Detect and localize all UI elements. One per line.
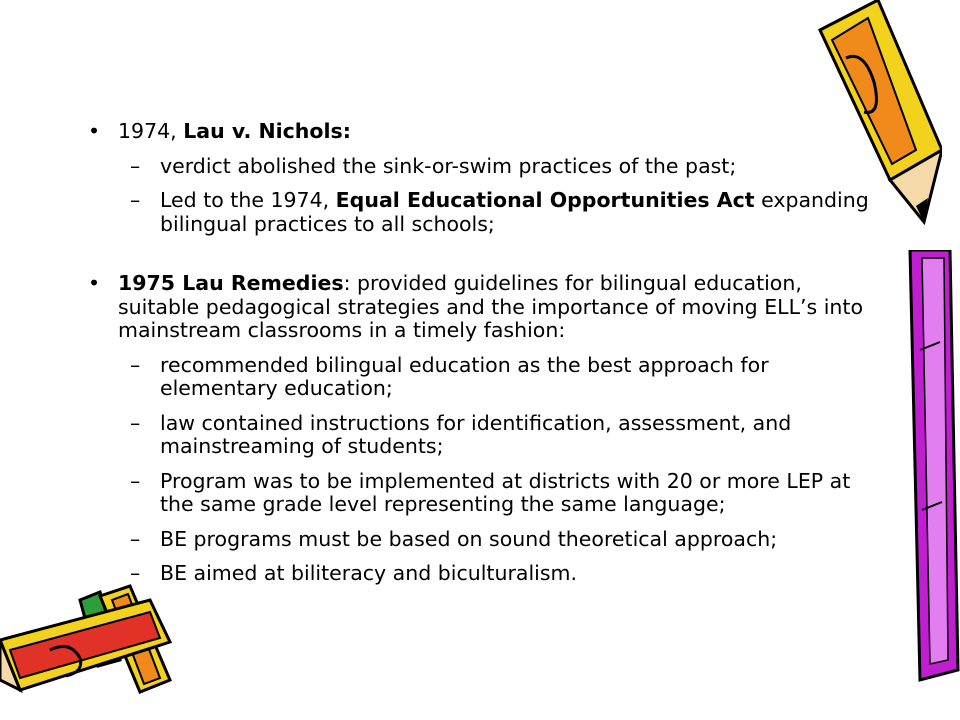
sub-bullet-text: recommended bilingual education as the best approach for elementary education; <box>160 352 769 400</box>
purple-pencil-icon <box>900 250 960 690</box>
sub-bullet <box>84 155 884 179</box>
sub-bullet-dash: – <box>130 153 141 178</box>
sub-bullet-text: Program was to be implemented at districts with 20 or more LEP at the same grade level representing the same language; <box>160 468 851 516</box>
sub-bullet-dash: – <box>130 352 141 377</box>
sub-bullet-dash: – <box>130 526 141 551</box>
sub-bullet-text: law contained instructions for identification, assessment, and mainstreaming of students; <box>160 410 792 458</box>
bullet-text: : provided guidelines for bilingual education, suitable pedagogical strategies and the importance of moving ELL’s into mainstream classrooms in a timely fashion: <box>118 271 863 342</box>
sub-bullet-text: expanding bilingual practices to all schools; <box>160 188 869 236</box>
bullet-title: 1975 Lau Remedies <box>118 271 344 295</box>
sub-bullet-text: verdict abolished the sink-or-swim practices of the past; <box>160 153 737 178</box>
act-name: Equal Educational Opportunities Act <box>335 188 755 212</box>
slide-body <box>84 120 884 586</box>
sub-bullet-dash: – <box>130 561 141 585</box>
bullet-year: 1974, <box>118 119 184 143</box>
bullet-lau-remedies <box>84 272 884 343</box>
bullet-lau-v-nichols <box>84 120 884 144</box>
sub-bullet-dash: – <box>130 188 141 212</box>
bullet-dot: • <box>88 271 101 295</box>
bullet-dot: • <box>88 119 101 143</box>
sub-bullet <box>84 189 884 236</box>
bullet-title: Lau v. Nichols: <box>183 119 351 143</box>
sub-bullet <box>84 562 884 586</box>
pencil-cluster-icon <box>0 580 210 720</box>
sub-bullet <box>84 412 884 459</box>
sub-bullet <box>84 354 884 401</box>
sub-bullet-dash: – <box>130 468 141 493</box>
sub-bullet <box>84 470 884 517</box>
sub-bullet-text: Led to the 1974, <box>160 188 336 212</box>
sub-bullet <box>84 528 884 552</box>
sub-bullet-dash: – <box>130 410 141 435</box>
sub-bullet-text: BE programs must be based on sound theoretical approach; <box>160 526 778 551</box>
sub-bullet-text: BE aimed at biliteracy and biculturalism. <box>160 561 578 585</box>
